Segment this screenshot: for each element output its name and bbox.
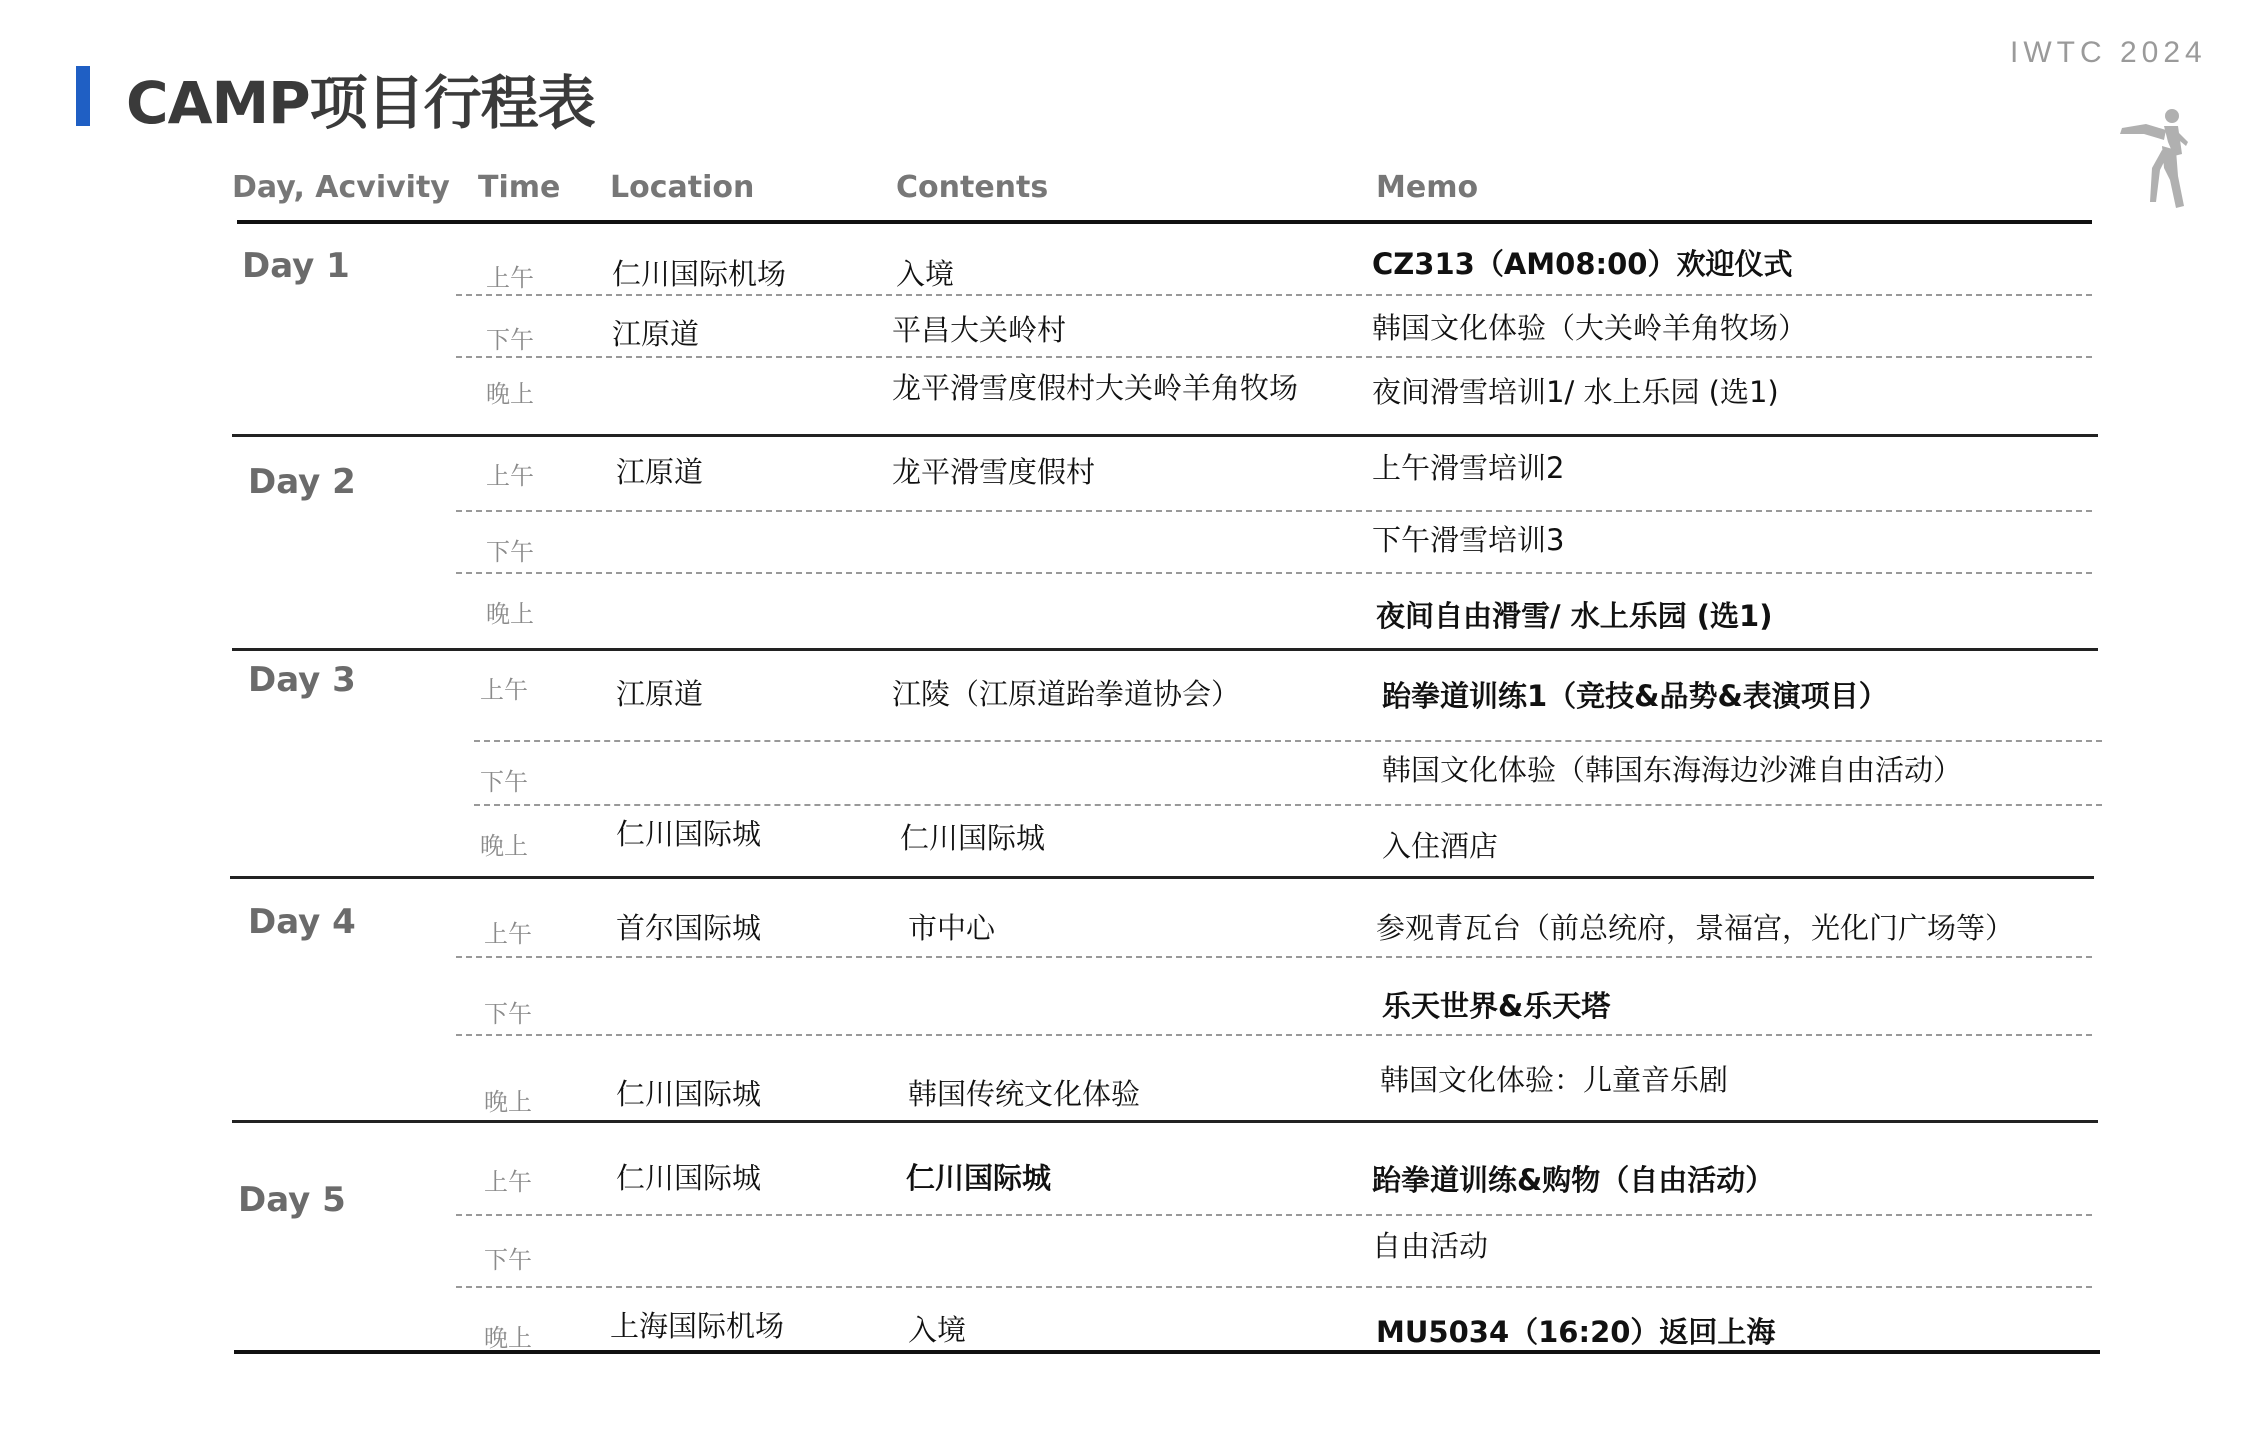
row-divider xyxy=(456,294,2092,296)
brand-label: IWTC 2024 xyxy=(2010,36,2207,69)
memo-cell: CZ313（AM08:00）欢迎仪式 xyxy=(1372,247,1793,281)
memo-cell: 参观青瓦台（前总统府，景福宫，光化门广场等） xyxy=(1376,911,2015,945)
memo-cell: 韩国文化体验（大关岭羊角牧场） xyxy=(1372,311,1808,345)
page-title: CAMP项目行程表 xyxy=(126,69,595,137)
contents-cell: 入境 xyxy=(908,1313,967,1347)
location-cell: 江原道 xyxy=(616,455,704,489)
time-cell: 下午 xyxy=(486,326,534,354)
contents-cell: 仁川国际城 xyxy=(900,821,1046,855)
location-cell: 上海国际机场 xyxy=(610,1309,785,1343)
contents-cell: 市中心 xyxy=(908,911,996,945)
row-divider xyxy=(456,510,2092,512)
contents-cell: 入境 xyxy=(896,257,955,291)
time-cell: 下午 xyxy=(486,538,534,566)
time-cell: 上午 xyxy=(486,264,534,292)
time-cell: 上午 xyxy=(484,920,532,948)
col-header-day: Day, Acvivity xyxy=(232,170,450,205)
day-rule xyxy=(232,1120,2098,1123)
time-cell: 晚上 xyxy=(484,1088,532,1116)
memo-cell: 自由活动 xyxy=(1372,1229,1489,1263)
contents-cell: 龙平滑雪度假村 xyxy=(892,455,1096,489)
memo-cell: 下午滑雪培训3 xyxy=(1372,523,1565,557)
location-cell: 江原道 xyxy=(612,317,700,351)
col-header-location: Location xyxy=(610,170,755,205)
day-label: Day 2 xyxy=(248,462,356,502)
row-divider xyxy=(456,572,2092,574)
time-cell: 晚上 xyxy=(486,600,534,628)
time-cell: 上午 xyxy=(480,676,528,704)
title-accent-bar xyxy=(76,66,90,126)
taekwondo-kick-icon xyxy=(2116,106,2194,210)
memo-cell: 跆拳道训练1（竞技&品势&表演项目） xyxy=(1382,679,1888,713)
location-cell: 仁川国际机场 xyxy=(612,257,787,291)
row-divider xyxy=(456,1214,2092,1216)
day-label: Day 5 xyxy=(238,1180,346,1220)
location-cell: 仁川国际城 xyxy=(616,817,762,851)
row-divider xyxy=(456,356,2092,358)
col-header-time: Time xyxy=(478,170,561,205)
memo-cell: 夜间滑雪培训1/ 水上乐园 (选1) xyxy=(1372,375,1779,409)
time-cell: 上午 xyxy=(486,462,534,490)
day-label: Day 4 xyxy=(248,902,356,942)
location-cell: 仁川国际城 xyxy=(616,1161,762,1195)
memo-cell: 跆拳道训练&购物（自由活动） xyxy=(1372,1163,1775,1197)
contents-cell: 龙平滑雪度假村大关岭羊角牧场 xyxy=(892,371,1299,405)
memo-cell: 韩国文化体验：儿童音乐剧 xyxy=(1380,1063,1729,1097)
contents-cell: 韩国传统文化体验 xyxy=(908,1077,1141,1111)
time-cell: 下午 xyxy=(480,768,528,796)
memo-cell: 夜间自由滑雪/ 水上乐园 (选1) xyxy=(1376,599,1773,633)
time-cell: 下午 xyxy=(484,1000,532,1028)
memo-cell: 入住酒店 xyxy=(1382,829,1499,863)
row-divider xyxy=(456,956,2092,958)
day-rule xyxy=(232,648,2098,651)
time-cell: 晚上 xyxy=(486,380,534,408)
header-rule xyxy=(237,220,2092,224)
contents-cell: 平昌大关岭村 xyxy=(892,313,1067,347)
time-cell: 晚上 xyxy=(484,1324,532,1352)
day-label: Day 3 xyxy=(248,660,356,700)
memo-cell: 上午滑雪培训2 xyxy=(1372,451,1565,485)
memo-cell: 乐天世界&乐天塔 xyxy=(1382,989,1611,1023)
day-label: Day 1 xyxy=(242,246,350,286)
memo-cell: 韩国文化体验（韩国东海海边沙滩自由活动） xyxy=(1382,753,1963,787)
memo-cell: MU5034（16:20）返回上海 xyxy=(1376,1315,1776,1349)
location-cell: 江原道 xyxy=(616,677,704,711)
contents-cell: 仁川国际城 xyxy=(906,1161,1052,1195)
time-cell: 上午 xyxy=(484,1168,532,1196)
row-divider xyxy=(474,804,2102,806)
time-cell: 下午 xyxy=(484,1246,532,1274)
day-rule xyxy=(230,876,2094,879)
contents-cell: 江陵（江原道跆拳道协会） xyxy=(892,677,1241,711)
time-cell: 晚上 xyxy=(480,832,528,860)
table-bottom-rule xyxy=(234,1350,2100,1354)
row-divider xyxy=(474,740,2102,742)
col-header-contents: Contents xyxy=(896,170,1049,205)
day-rule xyxy=(232,434,2098,437)
col-header-memo: Memo xyxy=(1376,170,1479,205)
row-divider xyxy=(456,1034,2092,1036)
location-cell: 仁川国际城 xyxy=(616,1077,762,1111)
location-cell: 首尔国际城 xyxy=(616,911,762,945)
row-divider xyxy=(456,1286,2092,1288)
